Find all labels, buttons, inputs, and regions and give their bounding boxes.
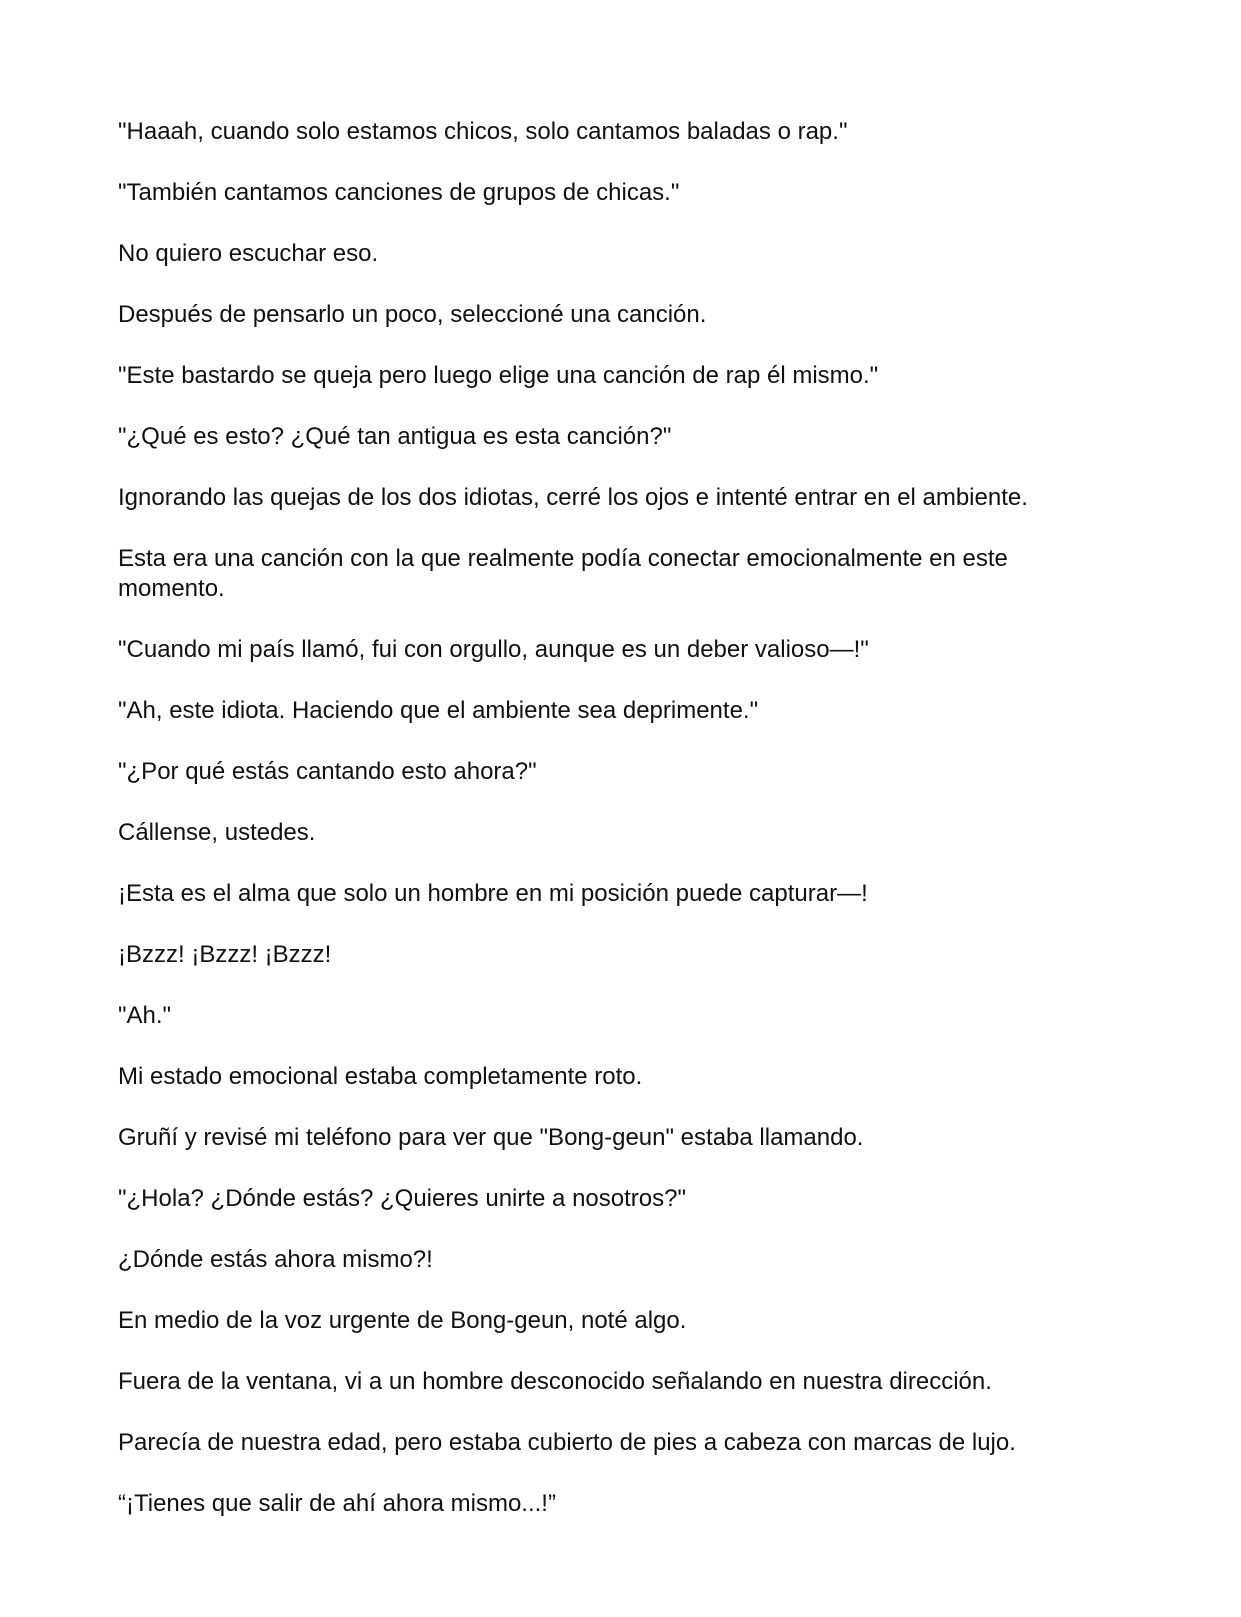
paragraph: Mi estado emocional estaba completamente roto. [118,1063,643,1090]
paragraph: "Este bastardo se queja pero luego elige una canción de rap él mismo." [118,362,879,389]
paragraph: Ignorando las quejas de los dos idiotas, cerré los ojos e intenté entrar en el ambiente. [118,484,1028,511]
paragraph: ¡Esta es el alma que solo un hombre en mi posición puede capturar—! [118,880,868,907]
paragraph: ¡Bzzz! ¡Bzzz! ¡Bzzz! [118,941,332,968]
document-body [118,117,1118,1550]
paragraph: Gruñí y revisé mi teléfono para ver que "Bong-geun" estaba llamando. [118,1124,864,1151]
paragraph: "Ah, este idiota. Haciendo que el ambiente sea deprimente." [118,697,759,724]
paragraph: ¿Dónde estás ahora mismo?! [118,1246,433,1273]
paragraph: Cállense, ustedes. [118,819,316,846]
paragraph: "¿Hola? ¿Dónde estás? ¿Quieres unirte a nosotros?" [118,1185,686,1212]
paragraph: "¿Por qué estás cantando esto ahora?" [118,758,537,785]
paragraph: "También cantamos canciones de grupos de chicas." [118,179,680,206]
paragraph: "Cuando mi país llamó, fui con orgullo, aunque es un deber valioso—!" [118,636,869,663]
paragraph: Después de pensarlo un poco, seleccioné una canción. [118,301,707,328]
paragraph: Fuera de la ventana, vi a un hombre desconocido señalando en nuestra dirección. [118,1368,992,1395]
paragraph: Esta era una canción con la que realmente podía conectar emocionalmente en este momento. [118,545,1008,602]
paragraph: En medio de la voz urgente de Bong-geun, noté algo. [118,1307,687,1334]
paragraph: "Haaah, cuando solo estamos chicos, solo cantamos baladas o rap." [118,118,848,145]
paragraph: No quiero escuchar eso. [118,240,379,267]
paragraph: Parecía de nuestra edad, pero estaba cubierto de pies a cabeza con marcas de lujo. [118,1429,1016,1456]
paragraph: “¡Tienes que salir de ahí ahora mismo...!” [118,1490,556,1517]
paragraph: "¿Qué es esto? ¿Qué tan antigua es esta canción?" [118,423,672,450]
paragraph: "Ah." [118,1002,172,1029]
